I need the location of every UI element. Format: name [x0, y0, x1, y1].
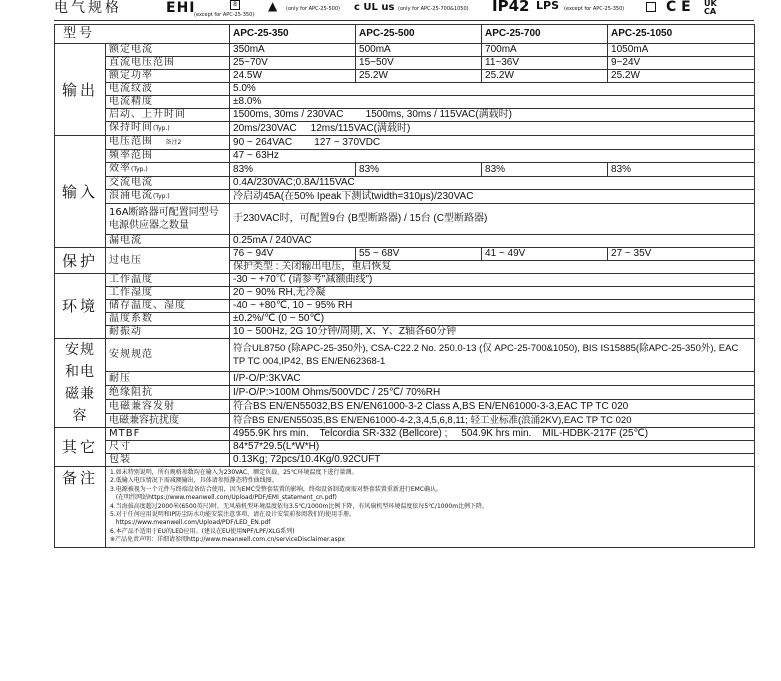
- note-line: 3.电源被视为一个元件与终端设备结合使用，因为EMC受整套装置的影响，终端设备制造商需对整套装置重新进行EMC确认。: [110, 485, 443, 493]
- value-cell: 0.13Kg; 72pcs/10.4Kg/0.92CUFT: [230, 454, 755, 467]
- value-cell: ±0.2%/℃ (0 ~ 50℃): [230, 313, 755, 326]
- protection-section: 保护: [55, 248, 106, 274]
- value-cell: 83%: [608, 163, 755, 177]
- frequency-row: [55, 150, 755, 163]
- efficiency-row: [55, 163, 755, 177]
- row-label: 尺寸: [106, 441, 230, 454]
- row-label: 工作温度: [106, 274, 230, 287]
- ul-note: (only for APC-25-700&1050): [398, 6, 469, 12]
- breaker-row: [55, 204, 755, 235]
- work-temp-row: [55, 274, 755, 287]
- isolation-row: [55, 386, 755, 400]
- row-label: [106, 190, 230, 204]
- label-qualifier: (Typ.): [153, 193, 170, 200]
- value-cell: 25~70V: [230, 57, 356, 70]
- row-label: 工作湿度: [106, 287, 230, 300]
- vibration-row: [55, 326, 755, 339]
- row-label: 漏电流: [106, 235, 230, 248]
- value-cell: 20ms/230VAC 12ms/115VAC(满载时): [230, 122, 755, 136]
- lps-note: (except for APC-25-350): [564, 6, 625, 12]
- value-cell: 90 ~ 264VAC 127 ~ 370VDC: [230, 136, 755, 150]
- rated-current-row: [55, 44, 755, 57]
- row-label: 启动、上升时间: [106, 109, 230, 122]
- row-label: 包装: [106, 454, 230, 467]
- value-cell: 76 ~ 94V: [230, 248, 356, 261]
- row-label: [106, 122, 230, 136]
- note-line: 4.当海拔高度超过2000米(6500英尺)时，无风扇机型环境温度依每3.5℃/1000m比例下降，有风扇机型环境温度依每5℃/1000m比例下降。: [110, 502, 489, 510]
- label-note: 备注2: [165, 139, 182, 146]
- value-cell: 24.5W: [230, 70, 356, 83]
- header-rule: [54, 20, 754, 21]
- cert-a-note: (only for APC-25-500): [286, 6, 340, 12]
- label-qualifier: (Typ.): [153, 125, 170, 132]
- value-cell: 700mA: [482, 44, 608, 57]
- storage-row: [55, 300, 755, 313]
- label-qualifier: (Typ.): [131, 166, 148, 173]
- input-section: 输入: [55, 136, 106, 248]
- note-line: 5.对于任何应用说明和IP防尘防水功能安装注意事项，请在设计安装前参阅我们的使用手册。: [110, 511, 356, 519]
- cert-icon: 8: [230, 0, 240, 10]
- value-cell: 83%: [356, 163, 482, 177]
- label-text: 保持时间: [109, 122, 153, 133]
- eac-logo: EHI: [166, 0, 196, 16]
- packing-row: [55, 454, 755, 467]
- setup-row: [55, 109, 755, 122]
- notes-cell: [106, 467, 755, 548]
- note-line: 2.低输入电压情况下需减额输出，具体请参照静态特性曲线图。: [110, 477, 278, 485]
- row-label: 电磁兼容抗扰度: [106, 414, 230, 428]
- ac-current-row: [55, 177, 755, 190]
- label-text: 电压范围: [109, 136, 153, 147]
- value-cell: 冷启动45A(在50% Ipeak下测试twidth=310μs)/230VAC: [230, 190, 755, 204]
- environment-section: 环境: [55, 274, 106, 339]
- row-label: 额定功率: [106, 70, 230, 83]
- row-label: 耐振动: [106, 326, 230, 339]
- input-voltage-row: [55, 136, 755, 150]
- value-cell: ±8.0%: [230, 96, 755, 109]
- leakage-row: [55, 235, 755, 248]
- row-label: MTBF: [106, 428, 230, 441]
- others-section: 其它: [55, 428, 106, 467]
- value-cell: 41 ~ 49V: [482, 248, 608, 261]
- note-line: (在明纬网站https://www.meanwell.com/Upload/PDF/EMI_statement_cn.pdf): [110, 494, 337, 502]
- value-cell: 符合BS EN/EN55035,BS EN/EN61000-4-2,3,4,5,6,8,11; 轻工业标准(浪涌2KV),EAC TP TC 020: [230, 414, 755, 428]
- value-cell: 83%: [230, 163, 356, 177]
- ukca-mark: UK CA: [704, 0, 717, 16]
- row-label: 16A断路器可配置同型号电源供应器之数量: [106, 204, 230, 235]
- model-label: 型号: [55, 25, 230, 44]
- model-row: [55, 25, 755, 44]
- class2-icon: [646, 2, 656, 12]
- model-cell: APC-25-700: [482, 25, 608, 44]
- eac-note: (except for APC-25-350): [194, 12, 255, 18]
- mtbf-row: [55, 428, 755, 441]
- row-label: [106, 136, 230, 150]
- humidity-row: [55, 287, 755, 300]
- value-cell: 0.4A/230VAC;0.8A/115VAC: [230, 177, 755, 190]
- notes-section: 备注: [55, 467, 106, 548]
- spec-header: [54, 0, 754, 20]
- section-title: 电气规格: [54, 0, 122, 16]
- ul-mark: c UL us: [354, 2, 395, 13]
- value-cell: -40 ~ +80℃, 10 ~ 95% RH: [230, 300, 755, 313]
- value-cell: 10 ~ 500Hz, 2G 10分钟/周期, X、Y、Z轴各60分钟: [230, 326, 755, 339]
- note-line: 6.本产品不适用于EU的LED应用。(建议在EU使用NPF/LPF/XLG系列): [110, 527, 295, 535]
- emc-immunity-row: [55, 414, 755, 428]
- note-line: ※产品免责声明：详细请参阅http://www.meanwell.com.cn/serviceDisclaimer.aspx: [110, 536, 345, 544]
- value-cell: 保护类型 : 关闭输出电压，重启恢复: [230, 261, 755, 274]
- row-label: 耐压: [106, 372, 230, 386]
- value-cell: 27 ~ 35V: [608, 248, 755, 261]
- value-cell: 84*57*29.5(L*W*H): [230, 441, 755, 454]
- value-cell: 25.2W: [608, 70, 755, 83]
- safety-section: 安规和电磁兼容: [55, 339, 106, 428]
- row-label: 频率范围: [106, 150, 230, 163]
- row-label: 安规规范: [106, 339, 230, 372]
- value-cell: I/P-O/P:3KVAC: [230, 372, 755, 386]
- output-section: 输出: [55, 44, 106, 136]
- value-cell: 350mA: [230, 44, 356, 57]
- row-label: 交流电流: [106, 177, 230, 190]
- lps-label: LPS: [536, 0, 559, 12]
- inrush-row: [55, 190, 755, 204]
- value-cell: 55 ~ 68V: [356, 248, 482, 261]
- hold-row: [55, 122, 755, 136]
- cert-mark-icon: ▲: [268, 0, 278, 13]
- dimension-row: [55, 441, 755, 454]
- value-cell: I/P-O/P:>100M Ohms/500VDC / 25℃/ 70%RH: [230, 386, 755, 400]
- value-cell: -30 ~ +70℃ (请参考"减额曲线"): [230, 274, 755, 287]
- row-label: 额定电流: [106, 44, 230, 57]
- accuracy-row: [55, 96, 755, 109]
- safety-standards-row: [55, 339, 755, 372]
- rated-power-row: [55, 70, 755, 83]
- value-cell: 15~50V: [356, 57, 482, 70]
- row-label: 直流电压范围: [106, 57, 230, 70]
- value-cell: 83%: [482, 163, 608, 177]
- value-cell: 符合BS EN/EN55032,BS EN/EN61000-3-2 Class A,BS EN/EN61000-3-3,EAC TP TC 020: [230, 400, 755, 414]
- model-cell: APC-25-500: [356, 25, 482, 44]
- value-cell: 1500ms, 30ms / 230VAC 1500ms, 30ms / 115VAC(满载时): [230, 109, 755, 122]
- emc-emission-row: [55, 400, 755, 414]
- withstand-row: [55, 372, 755, 386]
- notes-row: [55, 467, 755, 548]
- value-cell: 20 ~ 90% RH,无冷凝: [230, 287, 755, 300]
- label-text: 效率: [109, 163, 131, 174]
- value-cell: 25.2W: [356, 70, 482, 83]
- ip-label: IP42: [492, 0, 530, 15]
- ripple-row: [55, 83, 755, 96]
- value-cell: 9~24V: [608, 57, 755, 70]
- value-cell: 25.2W: [482, 70, 608, 83]
- value-cell: 5.0%: [230, 83, 755, 96]
- voltage-range-row: [55, 57, 755, 70]
- ovp-row: [55, 248, 755, 261]
- label-text: 浪涌电流: [109, 190, 153, 201]
- row-label: 绝缘阻抗: [106, 386, 230, 400]
- row-label: 温度系数: [106, 313, 230, 326]
- row-label: 电流精度: [106, 96, 230, 109]
- note-line: 1.如未特别说明，所有规格参数均在输入为230VAC、额定负载、25℃环境温度下进行量测。: [110, 469, 358, 476]
- row-label: 电流纹波: [106, 83, 230, 96]
- value-cell: 47 ~ 63Hz: [230, 150, 755, 163]
- row-label: 储存温度、湿度: [106, 300, 230, 313]
- ce-mark: C E: [666, 0, 691, 15]
- model-cell: APC-25-350: [230, 25, 356, 44]
- spec-table: [54, 24, 755, 548]
- row-label: [106, 163, 230, 177]
- row-label: 过电压: [106, 248, 230, 274]
- value-cell: 符合UL8750 (除APC-25-350外), CSA-C22.2 No. 250.0-13 (仅 APC-25-700&1050), BIS IS15885(除APC-25-350外), EAC TP TC 004,IP42, BS EN/EN62368-1: [230, 339, 755, 372]
- value-cell: 于230VAC时，可配置9台 (B型断路器) / 15台 (C型断路器): [230, 204, 755, 235]
- value-cell: 1050mA: [608, 44, 755, 57]
- value-cell: 4955.9K hrs min. Telcordia SR-332 (Bellcore) ; 504.9K hrs min. MIL-HDBK-217F (25℃): [230, 428, 755, 441]
- value-cell: 500mA: [356, 44, 482, 57]
- model-cell: APC-25-1050: [608, 25, 755, 44]
- value-cell: 0.25mA / 240VAC: [230, 235, 755, 248]
- temp-coeff-row: [55, 313, 755, 326]
- note-line: https://www.meanwell.com/Upload/PDF/LED_EN.pdf: [110, 519, 271, 527]
- value-cell: 11~36V: [482, 57, 608, 70]
- row-label: 电磁兼容发射: [106, 400, 230, 414]
